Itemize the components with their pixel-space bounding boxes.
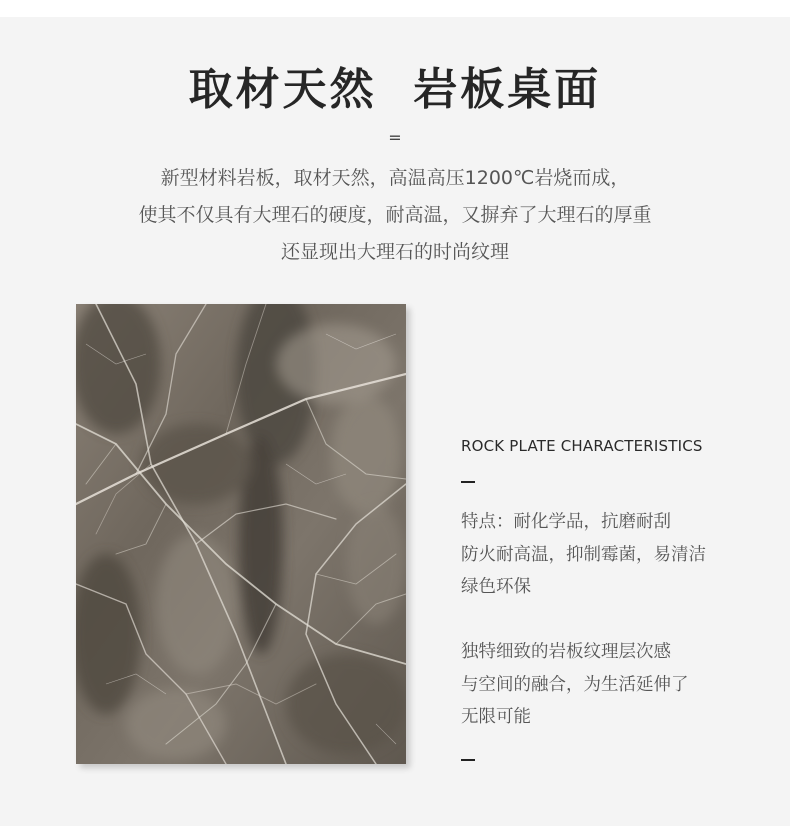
features-line: 特点：耐化学品，抗磨耐刮 (461, 512, 671, 532)
characteristics-heading: ROCK PLATE CHARACTERISTICS (461, 437, 703, 455)
intro-line: 还显现出大理石的时尚纹理 (280, 241, 509, 263)
texture-line: 独特细致的岩板纹理层次感 (461, 642, 671, 662)
intro-line: 使其不仅具有大理石的硬度，耐高温，又摒弃了大理石的厚重 (138, 204, 652, 226)
features-text (461, 506, 706, 604)
features-line: 防火耐高温，抑制霉菌，易清洁 (461, 544, 706, 565)
features-line: 绿色环保 (461, 577, 531, 597)
texture-text (461, 636, 689, 734)
texture-line: 与空间的融合，为生活延伸了 (461, 674, 689, 695)
marble-slab-image (76, 304, 406, 764)
page-title: 取材天然 岩板桌面 (188, 64, 602, 115)
title-separator: = (388, 128, 402, 147)
intro-line: 新型材料岩板，取材天然，高温高压1200℃岩烧而成， (160, 167, 630, 189)
intro-text (0, 160, 790, 271)
section-divider (461, 481, 475, 483)
section-divider (461, 759, 475, 761)
texture-line: 无限可能 (461, 707, 531, 727)
